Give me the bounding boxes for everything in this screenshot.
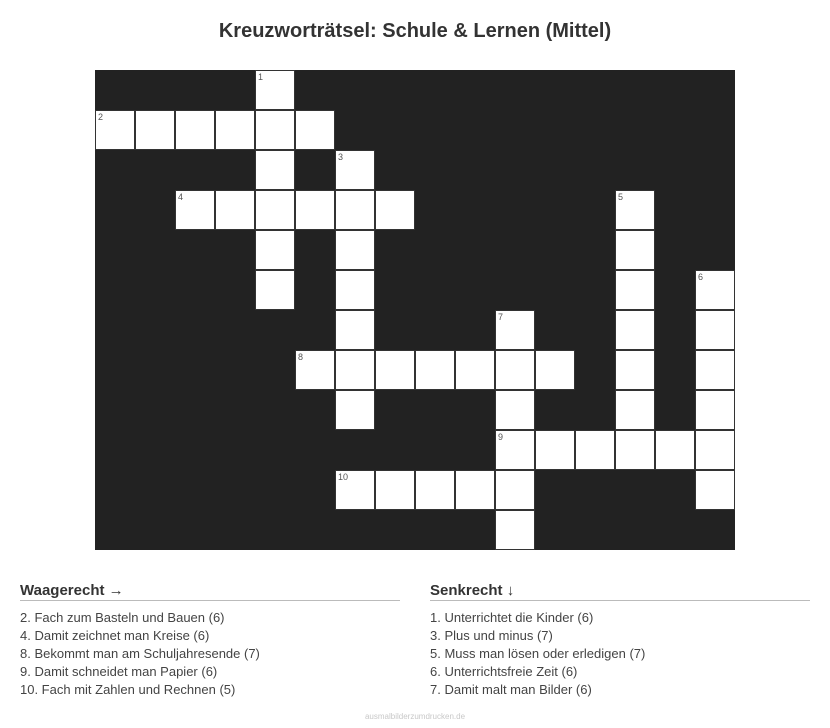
grid-cell[interactable] [335, 310, 375, 350]
across-heading: Waagerecht → [20, 582, 400, 601]
grid-cell[interactable] [655, 430, 695, 470]
grid-cell[interactable] [215, 190, 255, 230]
grid-cell[interactable] [495, 470, 535, 510]
grid-cell[interactable] [695, 430, 735, 470]
grid-cell[interactable] [495, 310, 535, 350]
clue-number: 8 [298, 352, 304, 362]
clue-down-3: 3. Plus und minus (7) [430, 628, 553, 643]
down-clue-list [430, 609, 810, 699]
grid-cell[interactable] [575, 430, 615, 470]
grid-cell[interactable] [335, 270, 375, 310]
grid-cell[interactable] [535, 430, 575, 470]
clue-across-2: 2. Fach zum Basteln und Bauen (6) [20, 610, 225, 625]
clue-number: 3 [338, 152, 344, 162]
grid-cell[interactable] [455, 470, 495, 510]
grid-cell[interactable] [535, 350, 575, 390]
grid-cell[interactable] [495, 430, 535, 470]
grid-cell[interactable] [335, 390, 375, 430]
across-clues-panel [20, 582, 400, 699]
grid-cell[interactable] [335, 190, 375, 230]
grid-cell[interactable] [375, 350, 415, 390]
grid-cell[interactable] [375, 470, 415, 510]
clue-number: 10 [338, 472, 349, 482]
crossword-grid [95, 70, 735, 550]
grid-cell[interactable] [215, 110, 255, 150]
grid-cell[interactable] [455, 350, 495, 390]
clue-number: 4 [178, 192, 184, 202]
grid-cell[interactable] [175, 190, 215, 230]
grid-cell[interactable] [495, 350, 535, 390]
grid-cell[interactable] [255, 270, 295, 310]
clue-number: 6 [698, 272, 704, 282]
grid-cell[interactable] [255, 70, 295, 110]
grid-cell[interactable] [615, 310, 655, 350]
clue-across-9: 9. Damit schneidet man Papier (6) [20, 664, 218, 679]
grid-cell[interactable] [135, 110, 175, 150]
grid-cell[interactable] [615, 390, 655, 430]
grid-cell[interactable] [495, 510, 535, 550]
grid-cell[interactable] [255, 110, 295, 150]
clue-down-7: 7. Damit malt man Bilder (6) [430, 682, 592, 697]
clue-across-8: 8. Bekommt man am Schuljahresende (7) [20, 646, 260, 661]
grid-cell[interactable] [415, 350, 455, 390]
clue-number: 1 [258, 72, 264, 82]
grid-cell[interactable] [175, 110, 215, 150]
clue-down-1: 1. Unterrichtet die Kinder (6) [430, 610, 594, 625]
clue-number: 5 [618, 192, 624, 202]
clue-down-6: 6. Unterrichtsfreie Zeit (6) [430, 664, 578, 679]
grid-cell[interactable] [295, 350, 335, 390]
page-title: Kreuzworträtsel: Schule & Lernen (Mittel) [218, 20, 612, 42]
clue-number: 9 [498, 432, 504, 442]
grid-cell[interactable] [615, 270, 655, 310]
clue-down-5: 5. Muss man lösen oder erledigen (7) [430, 646, 646, 661]
grid-cell[interactable] [95, 110, 135, 150]
grid-cell[interactable] [615, 190, 655, 230]
down-heading: Senkrecht ↓ [430, 582, 810, 601]
grid-cell[interactable] [335, 350, 375, 390]
clue-across-4: 4. Damit zeichnet man Kreise (6) [20, 628, 210, 643]
grid-cell[interactable] [335, 470, 375, 510]
grid-cell[interactable] [255, 230, 295, 270]
grid-cell[interactable] [615, 430, 655, 470]
grid-cell[interactable] [695, 310, 735, 350]
grid-cell[interactable] [695, 350, 735, 390]
grid-cell[interactable] [255, 150, 295, 190]
grid-cell[interactable] [295, 190, 335, 230]
grid-cell[interactable] [695, 470, 735, 510]
grid-cell[interactable] [615, 350, 655, 390]
grid-cell[interactable] [375, 190, 415, 230]
footer-credit: ausmalbilderzumdrucken.de [364, 712, 466, 721]
grid-cell[interactable] [255, 190, 295, 230]
clue-number: 7 [498, 312, 504, 322]
grid-cell[interactable] [615, 230, 655, 270]
grid-cell[interactable] [495, 390, 535, 430]
down-clues-panel [430, 582, 810, 699]
grid-cell[interactable] [695, 270, 735, 310]
grid-cell[interactable] [295, 110, 335, 150]
across-clue-list [20, 609, 400, 699]
clue-number: 2 [98, 112, 104, 122]
grid-cell[interactable] [415, 470, 455, 510]
grid-cell[interactable] [335, 150, 375, 190]
grid-cell[interactable] [335, 230, 375, 270]
grid-cell[interactable] [695, 390, 735, 430]
clue-across-10: 10. Fach mit Zahlen und Rechnen (5) [20, 682, 236, 697]
